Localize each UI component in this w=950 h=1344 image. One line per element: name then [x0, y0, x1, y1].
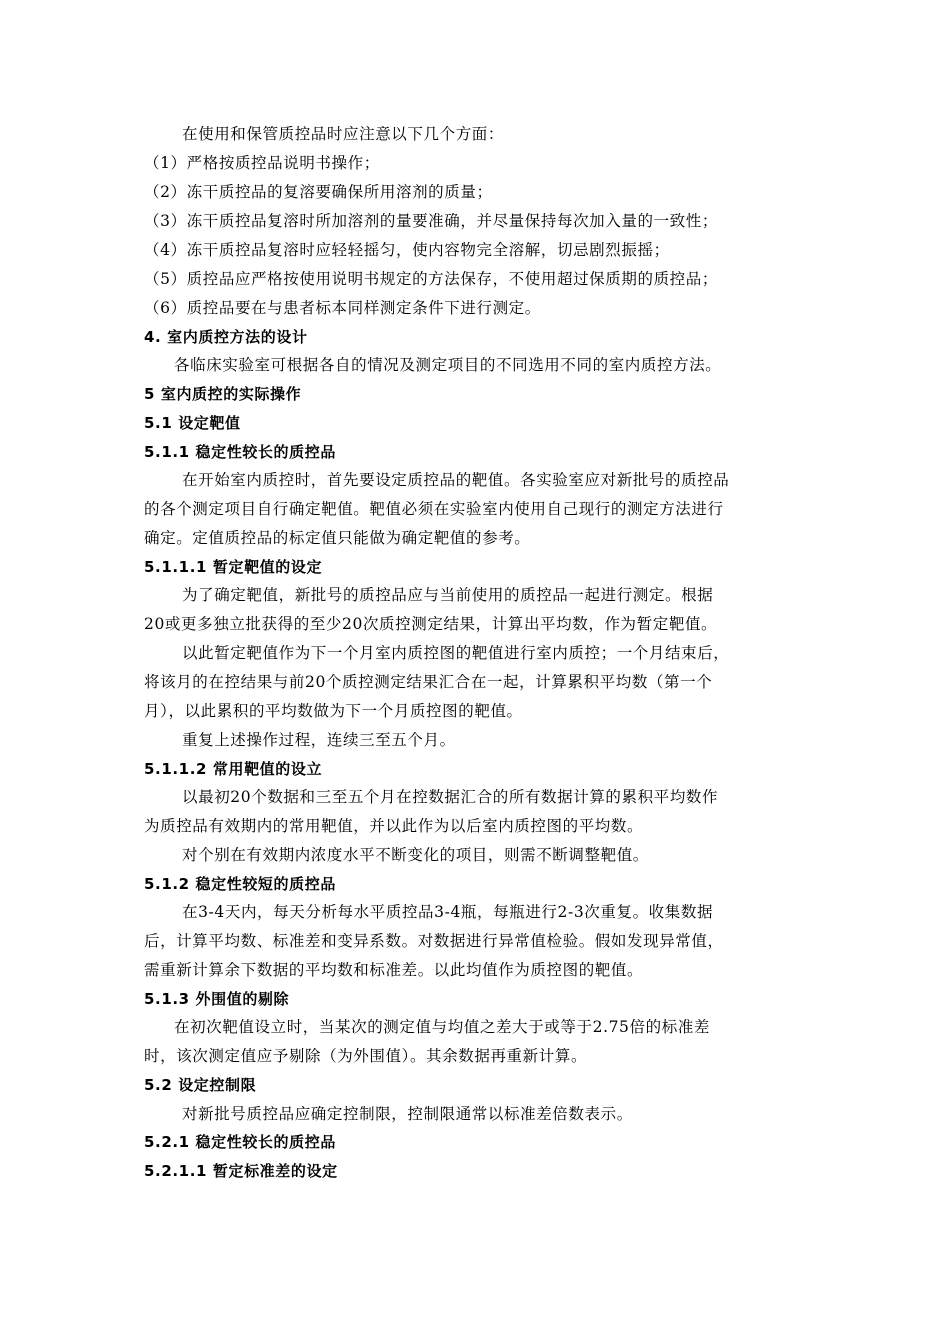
section-heading: 5.2.1.1 暂定标准差的设定 [144, 1162, 338, 1180]
paragraph-line: 20或更多独立批获得的至少20次质控测定结果，计算出平均数，作为暂定靶值。 [144, 615, 718, 633]
paragraph-line: 在开始室内质控时，首先要设定质控品的靶值。各实验室应对新批号的质控品 [182, 471, 730, 489]
section-heading: 5.1.3 外围值的剔除 [144, 990, 290, 1008]
paragraph-line: 重复上述操作过程，连续三至五个月。 [182, 731, 456, 749]
section-heading: 5.1.1.1 暂定靶值的设定 [144, 558, 323, 576]
paragraph-line: 的各个测定项目自行确定靶值。靶值必须在实验室内使用自己现行的测定方法进行 [144, 500, 724, 518]
section-heading: 5 室内质控的实际操作 [144, 385, 302, 403]
section-heading: 5.1.1 稳定性较长的质控品 [144, 443, 336, 461]
section-heading: 5.2 设定控制限 [144, 1076, 257, 1094]
paragraph-line: 以此暂定靶值作为下一个月室内质控图的靶值进行室内质控；一个月结束后， [182, 644, 730, 662]
section-heading: 5.2.1 稳定性较长的质控品 [144, 1133, 336, 1151]
paragraph-line: 时，该次测定值应予剔除（为外围值）。其余数据再重新计算。 [144, 1047, 588, 1065]
list-item: （5）质控品应严格按使用说明书规定的方法保存，不使用超过保质期的质控品； [144, 270, 718, 288]
paragraph-line: 在使用和保管质控品时应注意以下几个方面： [182, 125, 505, 143]
section-heading: 4. 室内质控方法的设计 [144, 328, 308, 346]
paragraph-line: 在初次靶值设立时，当某次的测定值与均值之差大于或等于2.75倍的标准差 [174, 1018, 711, 1036]
paragraph-line: 为了确定靶值，新批号的质控品应与当前使用的质控品一起进行测定。根据 [182, 586, 714, 604]
list-item: （6）质控品要在与患者标本同样测定条件下进行测定。 [144, 299, 541, 317]
paragraph-line: 月），以此累积的平均数做为下一个月质控图的靶值。 [144, 702, 523, 720]
paragraph-line: 对新批号质控品应确定控制限，控制限通常以标准差倍数表示。 [182, 1105, 633, 1123]
paragraph-line: 确定。定值质控品的标定值只能做为确定靶值的参考。 [144, 529, 531, 547]
list-item: （3）冻干质控品复溶时所加溶剂的量要准确，并尽量保持每次加入量的一致性； [144, 212, 718, 230]
paragraph-line: 需重新计算余下数据的平均数和标准差。以此均值作为质控图的靶值。 [144, 961, 644, 979]
paragraph-line: 对个别在有效期内浓度水平不断变化的项目，则需不断调整靶值。 [182, 846, 649, 864]
paragraph-line: 各临床实验室可根据各自的情况及测定项目的不同选用不同的室内质控方法。 [174, 356, 722, 374]
paragraph-line: 后，计算平均数、标准差和变异系数。对数据进行异常值检验。假如发现异常值， [144, 932, 724, 950]
section-heading: 5.1.1.2 常用靶值的设立 [144, 760, 323, 778]
list-item: （4）冻干质控品复溶时应轻轻摇匀，使内容物完全溶解，切忌剧烈振摇； [144, 241, 670, 259]
paragraph-line: 在3-4天内，每天分析每水平质控品3-4瓶，每瓶进行2-3次重复。收集数据 [182, 903, 714, 921]
section-heading: 5.1 设定靶值 [144, 414, 241, 432]
section-heading: 5.1.2 稳定性较短的质控品 [144, 875, 336, 893]
list-item: （1）严格按质控品说明书操作； [144, 154, 380, 172]
list-item: （2）冻干质控品的复溶要确保所用溶剂的质量； [144, 183, 493, 201]
paragraph-line: 为质控品有效期内的常用靶值，并以此作为以后室内质控图的平均数。 [144, 817, 644, 835]
paragraph-line: 以最初20个数据和三至五个月在控数据汇合的所有数据计算的累积平均数作 [182, 788, 719, 806]
paragraph-line: 将该月的在控结果与前20个质控测定结果汇合在一起，计算累积平均数（第一个 [144, 673, 713, 691]
